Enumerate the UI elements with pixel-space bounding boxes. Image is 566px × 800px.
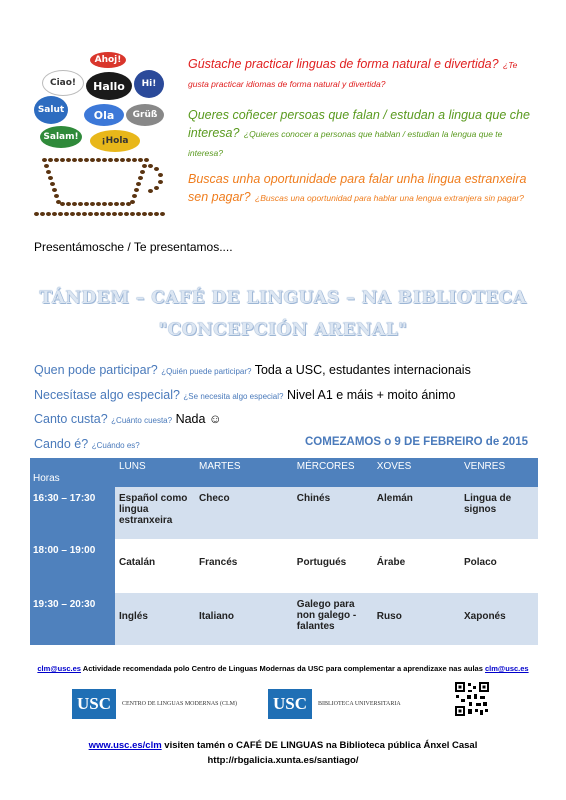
language-cell: Ruso [373, 593, 460, 645]
coffee-bean-icon [108, 158, 113, 162]
coffee-bean-icon [144, 158, 149, 162]
coffee-bean-icon [84, 202, 89, 206]
coffee-bean-icon [60, 202, 65, 206]
coffee-bean-icon [154, 186, 159, 190]
question-cost-spanish: ¿Cuánto cuesta? [111, 416, 173, 425]
language-cell: Italiano [195, 593, 293, 645]
speech-bubble: Grüß [126, 104, 164, 126]
footer-note-text: Actividade recomendada polo Centro de Linguas Modernas da USC para complementar a aprendizaxe nas aulas [80, 664, 485, 673]
language-cell: Español como lingua estranxeira [115, 487, 195, 539]
language-cell: Francés [195, 539, 293, 593]
coffee-bean-icon [136, 182, 141, 186]
usc-logo: USC [72, 689, 116, 719]
coffee-bean-icon [88, 212, 93, 216]
question-who-spanish: ¿Quién puede participar? [161, 367, 252, 376]
cafe-note: visiten tamén o CAFÉ DE LINGUAS na Biblioteca pública Ánxel Casal [161, 740, 478, 751]
day-header: LUNS [115, 458, 195, 487]
intro-question-2 [188, 106, 538, 162]
coffee-bean-icon [102, 158, 107, 162]
coffee-bean-icon [48, 158, 53, 162]
coffee-bean-icon [44, 164, 49, 168]
coffee-bean-icon [138, 158, 143, 162]
question-need [34, 388, 455, 402]
coffee-bean-icon [72, 158, 77, 162]
coffee-bean-icon [50, 182, 55, 186]
language-cell: Alemán [373, 487, 460, 539]
library-label: BIBLIOTECA UNIVERSITARIA [318, 701, 401, 707]
page-subtitle: "CONCEPCIÓN ARENAL" [158, 320, 408, 340]
qr-code-icon [454, 681, 490, 717]
coffee-bean-icon [76, 212, 81, 216]
coffee-bean-icon [142, 164, 147, 168]
coffee-bean-icon [134, 188, 139, 192]
schedule-table [30, 458, 538, 645]
language-cell: Catalán [115, 539, 195, 593]
coffee-bean-icon [70, 212, 75, 216]
speech-bubble: Hallo [86, 72, 132, 100]
coffee-bean-icon [114, 158, 119, 162]
header-illustration [28, 48, 178, 223]
coffee-bean-icon [142, 212, 147, 216]
intro-q3-spanish: ¿Buscas una oportunidad para hablar una lengua extranjera sin pagar? [255, 193, 524, 203]
coffee-bean-icon [120, 202, 125, 206]
coffee-bean-icon [54, 194, 59, 198]
question-who [34, 363, 471, 377]
intro-q2-spanish: ¿Quieres conocer a personas que hablan / estudian la lengua que te interesa? [188, 129, 503, 158]
hour-cell: 16:30 – 17:30 [30, 487, 115, 539]
library-website[interactable]: http://rbgalicia.xunta.es/santiago/ [207, 755, 359, 766]
website-link[interactable]: www.usc.es/clm [88, 740, 162, 751]
coffee-bean-icon [58, 212, 63, 216]
speech-bubble: Ola [84, 104, 124, 126]
coffee-bean-icon [148, 212, 153, 216]
coffee-bean-icon [132, 158, 137, 162]
day-header: VENRES [460, 458, 538, 487]
coffee-bean-icon [158, 180, 163, 184]
schedule-header-row [30, 458, 538, 487]
question-when-spanish: ¿Cuándo es? [91, 441, 140, 450]
coffee-bean-icon [46, 170, 51, 174]
question-who-galician: Quen pode participar? [34, 363, 158, 377]
speech-bubble: Ciao! [42, 70, 84, 96]
coffee-bean-icon [132, 194, 137, 198]
speech-bubble: ¡Hola [90, 130, 140, 152]
coffee-bean-icon [96, 202, 101, 206]
clm-label: CENTRO DE LINGUAS MODERNAS (CLM) [122, 701, 237, 707]
answer-who: Toda a USC, estudantes internacionais [254, 363, 471, 377]
speech-bubble: Salut [34, 96, 68, 124]
speech-bubble: Salam! [40, 126, 82, 148]
language-cell: Xaponés [460, 593, 538, 645]
coffee-bean-icon [126, 202, 131, 206]
coffee-bean-icon [148, 189, 153, 193]
day-header: MARTES [195, 458, 293, 487]
hours-header [30, 458, 115, 487]
coffee-bean-icon [126, 158, 131, 162]
hour-cell: 19:30 – 20:30 [30, 593, 115, 645]
table-row [30, 487, 538, 539]
language-cell: Galego para non galego - falantes [293, 593, 373, 645]
coffee-bean-icon [114, 202, 119, 206]
coffee-bean-icon [160, 212, 165, 216]
coffee-bean-icon [158, 173, 163, 177]
coffee-bean-icon [48, 176, 53, 180]
coffee-bean-icon [82, 212, 87, 216]
question-when [34, 437, 140, 451]
coffee-bean-icon [108, 202, 113, 206]
coffee-bean-icon [42, 158, 47, 162]
coffee-bean-icon [72, 202, 77, 206]
coffee-bean-icon [148, 164, 153, 168]
intro-q1-galician: Gústache practicar linguas de forma natural e divertida? [188, 57, 499, 71]
day-header: MÉRCORES [293, 458, 373, 487]
question-when-galician: Cando é? [34, 437, 89, 451]
coffee-cup-illustration [28, 154, 178, 220]
intro-q2-galician: Queres coñecer persoas que falan / estudan a lingua que che interesa? [188, 108, 530, 140]
language-cell: Lingua de signos [460, 487, 538, 539]
coffee-bean-icon [154, 212, 159, 216]
coffee-bean-icon [90, 202, 95, 206]
question-need-spanish: ¿Se necesita algo especial? [183, 392, 284, 401]
coffee-bean-icon [78, 202, 83, 206]
language-cell: Árabe [373, 539, 460, 593]
footer-note [0, 664, 566, 673]
hours-header-label: Horas [33, 473, 60, 484]
coffee-bean-icon [140, 170, 145, 174]
coffee-bean-icon [84, 158, 89, 162]
day-header: XOVES [373, 458, 460, 487]
usc-logo: USC [268, 689, 312, 719]
coffee-bean-icon [102, 202, 107, 206]
table-row [30, 539, 538, 593]
coffee-bean-icon [46, 212, 51, 216]
coffee-bean-icon [106, 212, 111, 216]
coffee-bean-icon [124, 212, 129, 216]
email-link[interactable]: clm@usc.es [37, 664, 81, 673]
speech-bubble: Ahoj! [90, 52, 126, 68]
answer-cost: Nada ☺ [175, 412, 222, 426]
question-need-galician: Necesítase algo especial? [34, 388, 180, 402]
coffee-bean-icon [60, 158, 65, 162]
presenting-text: Presentámosche / Te presentamos.... [34, 240, 233, 254]
coffee-bean-icon [136, 212, 141, 216]
language-cell: Portugués [293, 539, 373, 593]
coffee-bean-icon [94, 212, 99, 216]
coffee-bean-icon [64, 212, 69, 216]
coffee-bean-icon [52, 212, 57, 216]
intro-q3-galician: Buscas unha oportunidade para falar unha lingua estranxeira sen pagar? [188, 172, 527, 204]
start-date: COMEZAMOS o 9 DE FEBREIRO de 2015 [304, 436, 528, 448]
intro-q1-spanish: ¿Te gusta practicar idiomas de forma natural y divertida? [188, 60, 518, 89]
coffee-bean-icon [96, 158, 101, 162]
question-cost-galician: Canto custa? [34, 412, 108, 426]
intro-question-3 [188, 170, 538, 207]
coffee-bean-icon [52, 188, 57, 192]
language-cell: Polaco [460, 539, 538, 593]
speech-bubble: Hi! [134, 70, 164, 98]
page-title: TÁNDEM – CAFÉ DE LINGUAS – NA BIBLIOTECA [39, 288, 527, 308]
language-cell: Inglés [115, 593, 195, 645]
hour-cell: 18:00 – 19:00 [30, 539, 115, 593]
coffee-bean-icon [112, 212, 117, 216]
coffee-bean-icon [66, 202, 71, 206]
answer-need: Nivel A1 e máis + moito ánimo [286, 388, 456, 402]
coffee-bean-icon [66, 158, 71, 162]
coffee-bean-icon [118, 212, 123, 216]
coffee-bean-icon [78, 158, 83, 162]
coffee-bean-icon [90, 158, 95, 162]
website-line [0, 740, 566, 751]
coffee-bean-icon [138, 176, 143, 180]
coffee-bean-icon [34, 212, 39, 216]
email-link[interactable]: clm@usc.es [485, 664, 529, 673]
coffee-bean-icon [54, 158, 59, 162]
coffee-bean-icon [130, 212, 135, 216]
coffee-bean-icon [100, 212, 105, 216]
language-cell: Chinés [293, 487, 373, 539]
table-row [30, 593, 538, 645]
coffee-bean-icon [154, 167, 159, 171]
intro-question-1 [188, 55, 538, 93]
coffee-bean-icon [40, 212, 45, 216]
question-cost [34, 412, 222, 426]
language-cell: Checo [195, 487, 293, 539]
coffee-bean-icon [120, 158, 125, 162]
